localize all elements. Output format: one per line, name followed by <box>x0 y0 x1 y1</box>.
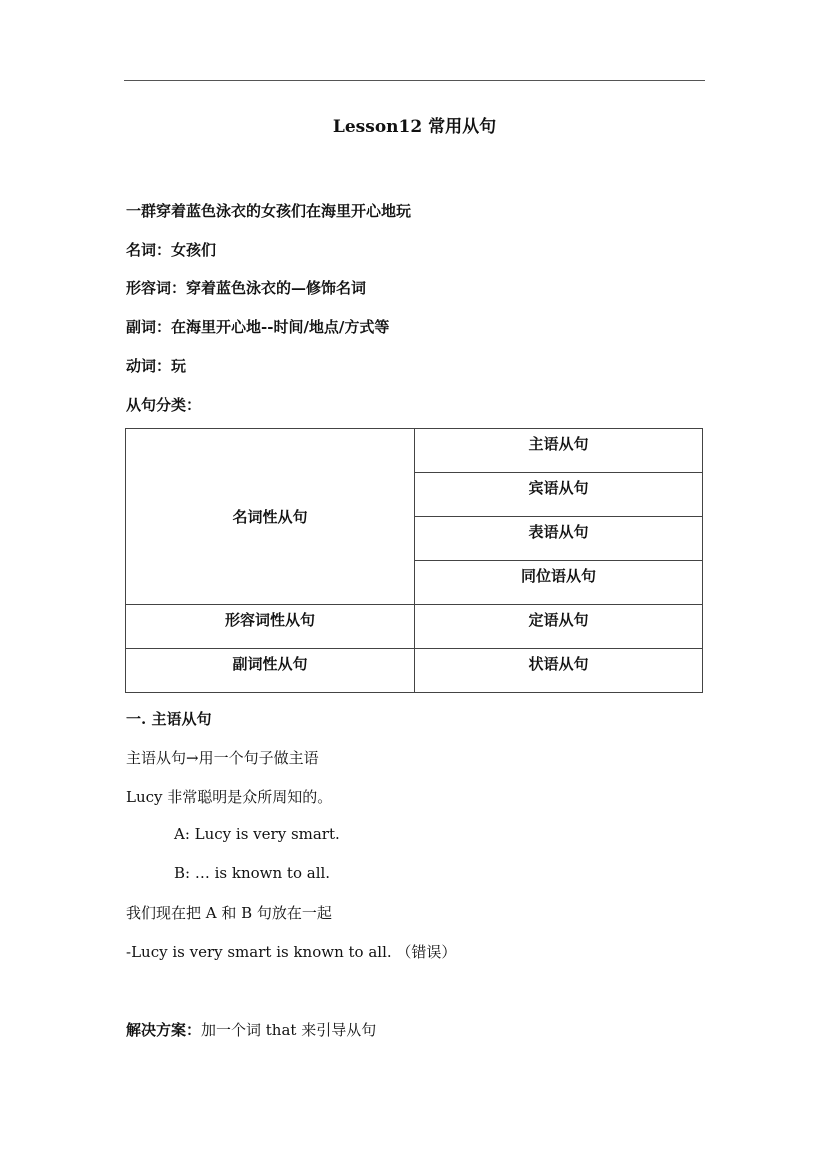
subject-clause-cell: 主语从句 <box>415 429 703 473</box>
solution-text: 加一个词 that 来引导从句 <box>201 1021 377 1039</box>
adverbial-clause-cell: 状语从句 <box>415 649 703 693</box>
adverb-line: 副词：在海里开心地--时间/地点/方式等 <box>126 318 390 336</box>
intro-sentence: 一群穿着蓝色泳衣的女孩们在海里开心地玩 <box>126 202 412 220</box>
noun-clause-cell: 名词性从句 <box>126 429 415 605</box>
solution-label: 解决方案： <box>126 1021 202 1039</box>
example-b: B: … is known to all. <box>174 864 331 882</box>
subject-clause-definition: 主语从句→用一个句子做主语 <box>126 749 319 767</box>
adverbial-type-cell: 副词性从句 <box>126 649 415 693</box>
adjective-line: 形容词：穿着蓝色泳衣的—修饰名词 <box>126 279 367 297</box>
object-clause-cell: 宾语从句 <box>415 473 703 517</box>
header-rule <box>124 80 705 81</box>
appositive-clause-cell: 同位语从句 <box>415 561 703 605</box>
combine-line: 我们现在把 A 和 B 句放在一起 <box>126 904 332 922</box>
adjective-clause-cell: 形容词性从句 <box>126 605 415 649</box>
solution-line <box>126 1019 376 1040</box>
clause-table <box>125 428 703 673</box>
noun-line: 名词：女孩们 <box>126 241 217 259</box>
wrong-example: -Lucy is very smart is known to all. （错误） <box>126 943 457 961</box>
verb-line: 动词：玩 <box>126 357 187 375</box>
example-cn: Lucy 非常聪明是众所周知的。 <box>126 788 333 806</box>
classify-line: 从句分类： <box>126 396 202 414</box>
example-a: A: Lucy is very smart. <box>174 825 340 843</box>
section1-heading: 一. 主语从句 <box>126 710 212 728</box>
page-title: Lesson12 常用从句 <box>332 117 497 137</box>
attributive-clause-cell: 定语从句 <box>415 605 703 649</box>
predicative-clause-cell: 表语从句 <box>415 517 703 561</box>
